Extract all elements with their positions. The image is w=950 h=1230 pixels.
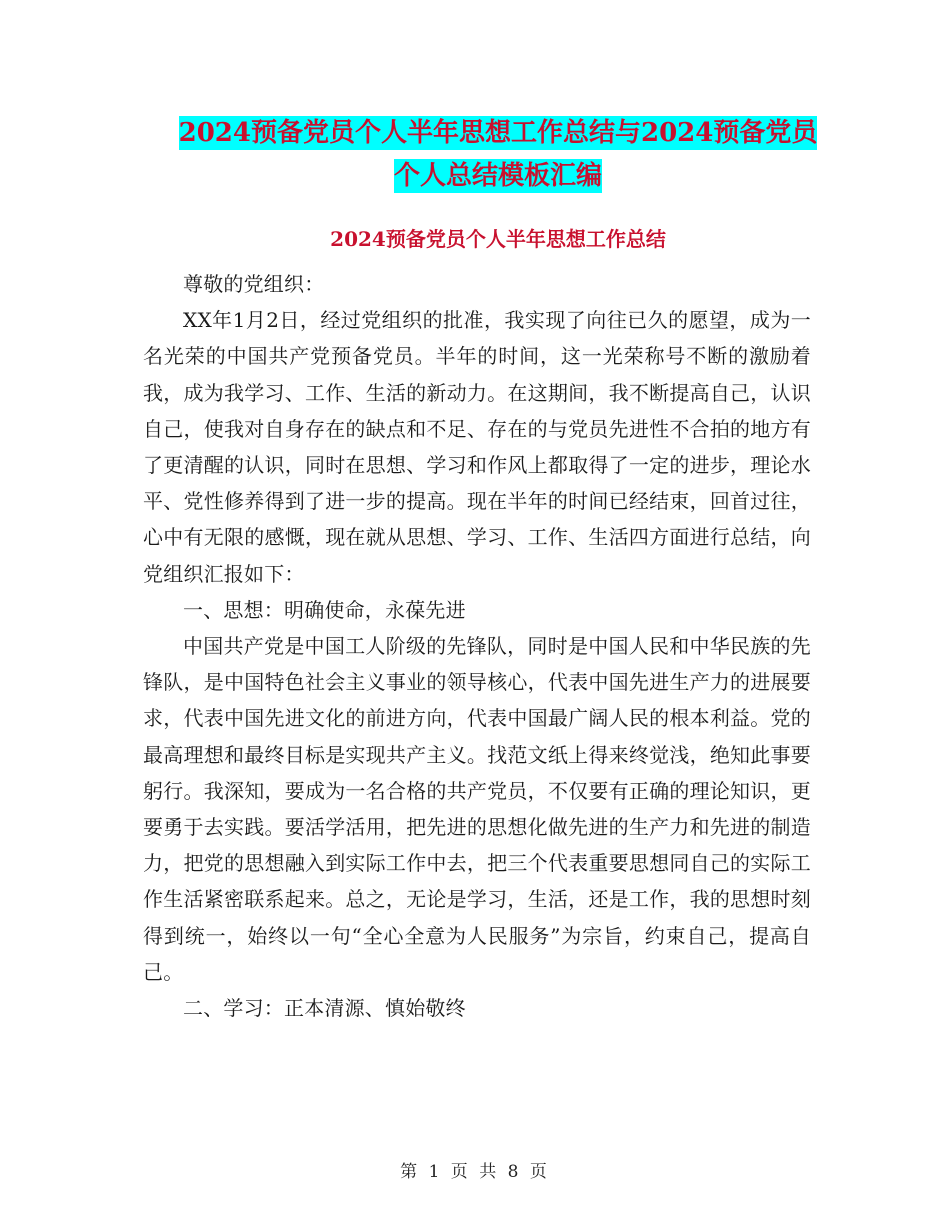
document-title-line1: 2024预备党员个人半年思想工作总结与2024预备党员	[178, 118, 818, 148]
page-footer: 第 1 页 共 8 页	[400, 1162, 550, 1182]
paragraph-intro: XX年1月2日，经过党组织的批准，我实现了向往已久的愿望，成为一名光荣的中国共产党预备党员。半年的时间，这一光荣称号不断的激励着我，成为我学习、工作、生活的新动力。在这期间，我不断提高自己，认识自己，使我对自身存在的缺点和不足、存在的与党员先进性不合拍的地方有了更清醒的认识，同时在思想、学习和作风上都取得了一定的进步，理论水平、党性修养得到了进一步的提高。现在半年的时间已经结束，回首过往，心中有无限的感慨，现在就从思想、学习、工作、生活四方面进行总结，向党组织汇报如下：	[143, 308, 811, 586]
salutation: 尊敬的党组织：	[183, 272, 325, 296]
heading-thought: 一、思想：明确使命，永葆先进	[183, 597, 466, 622]
heading-study: 二、学习：正本清源、慎始敬终	[183, 996, 466, 1021]
document-title-line2: 个人总结模板汇编	[393, 161, 602, 191]
document-body	[143, 266, 811, 1026]
section-title: 2024预备党员个人半年思想工作总结	[330, 227, 666, 251]
document-title	[140, 112, 856, 198]
paragraph-thought: 中国共产党是中国工人阶级的先锋队，同时是中国人民和中华民族的先锋队，是中国特色社会主义事业的领导核心，代表中国先进生产力的进展要求，代表中国先进文化的前进方向，代表中国最广阔人民的根本利益。党的最高理想和最终目标是实现共产主义。找范文纸上得来终觉浅，绝知此事要躬行。我深知，要成为一名合格的共产党员，不仅要有正确的理论知识，更要勇于去实践。要活学活用，把先进的思想化做先进的生产力和先进的制造力，把党的思想融入到实际工作中去，把三个代表重要思想同自己的实际工作生活紧密联系起来。总之，无论是学习，生活，还是工作，我的思想时刻得到统一，始终以一句“全心全意为人民服务”为宗旨，约束自己，提高自己。	[143, 634, 811, 984]
